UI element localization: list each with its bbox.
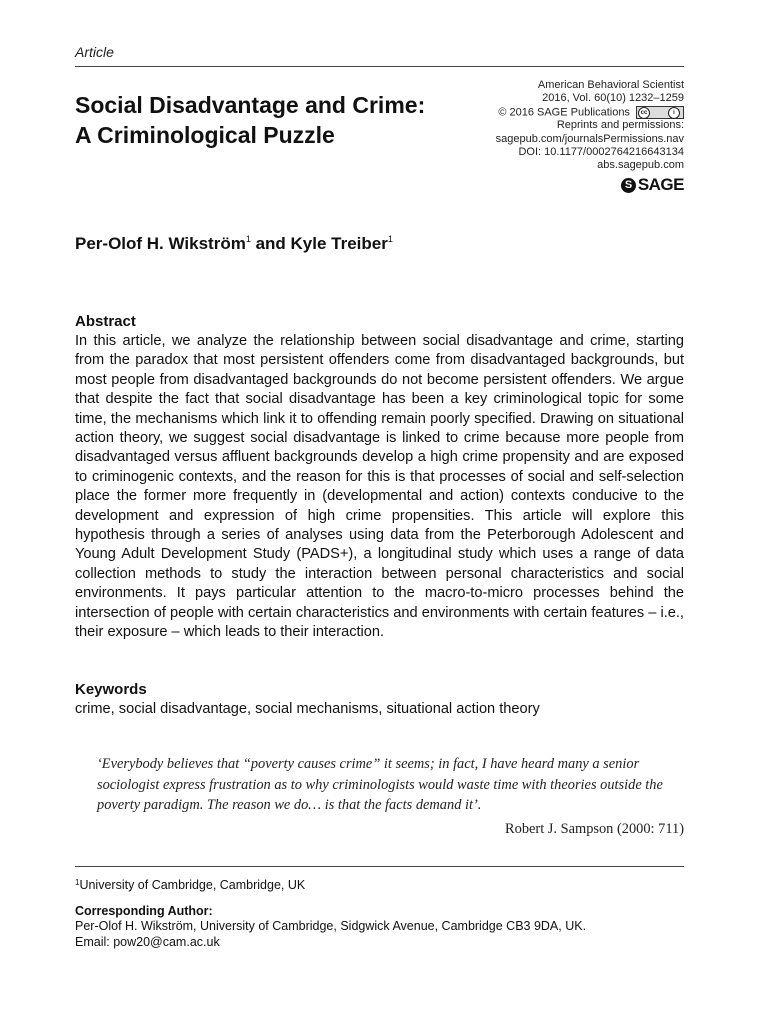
- affiliation-marker: 1: [245, 234, 251, 244]
- corresponding-author-email[interactable]: Email: pow20@cam.ac.uk: [75, 935, 220, 949]
- affiliation-text: University of Cambridge, Cambridge, UK: [79, 878, 306, 892]
- journal-site-link[interactable]: abs.sagepub.com: [597, 159, 684, 172]
- author-name: Kyle Treiber: [290, 234, 388, 253]
- affiliation-note: [75, 878, 305, 892]
- creative-commons-icon: [636, 106, 684, 119]
- reprints-text: Reprints and permissions:: [556, 119, 684, 132]
- sage-logo-text: SAGE: [637, 175, 684, 194]
- epigraph-quote: ‘Everybody believes that “poverty causes crime” it seems; in fact, I have heard many a senior sociologist express frustration as to why criminologists would waste time with theories outside the poverty paradigm. The reason we do… is that the facts demand it’.: [97, 756, 663, 813]
- sage-logo: [621, 175, 684, 195]
- copyright-line: [424, 106, 684, 120]
- keywords-heading: Keywords: [75, 681, 147, 698]
- journal-name: American Behavioral Scientist: [537, 79, 684, 91]
- abstract-body: In this article, we analyze the relationship between social disadvantage and crime, starting from the paradox that most persistent offenders come from disadvantaged backgrounds, but most people from disadvantaged backgrounds do not become persistent offenders. We argue that despite the fact that social disadvantage has been a key criminological topic for some time, the mechanisms which link it to offending remain poorly specified. Drawing on situational action theory, we suggest social disadvantage is linked to crime because more people from disadvantaged versus affluent backgrounds develop a high crime propensity and are exposed to criminogenic contexts, and the reason for this is that processes of social and self-selection place the former more frequently in (developmental and action) contexts conducive to the development and expression of high crime propensities. This article will explore this hypothesis through a series of analyses using data from the Peterborough Adolescent and Young Adult Development Study (PADS+), a longitudinal study which uses a range of data collection methods to study the interaction between personal characteristics and social environments. It pays particular attention to the macro-to-micro processes behind the intersection of people with certain characteristics and environments with certain features – i.e., their exposure – which leads to their interaction.: [75, 333, 684, 641]
- cc-symbol-icon: cc: [638, 107, 650, 119]
- author-conjunction: and: [250, 234, 291, 253]
- journal-info: [424, 79, 684, 172]
- keywords-list: crime, social disadvantage, social mechanisms, situational action theory: [75, 701, 540, 717]
- permissions-link[interactable]: sagepub.com/journalsPermissions.nav: [495, 132, 684, 145]
- affiliation-marker: 1: [387, 234, 393, 244]
- corresponding-author-address: Per-Olof H. Wikström, University of Cambridge, Sidgwick Avenue, Cambridge CB3 9DA, UK.: [75, 919, 587, 933]
- footer-divider: [75, 866, 684, 867]
- article-type-label: Article: [75, 44, 114, 60]
- copyright-text: © 2016 SAGE Publications: [498, 106, 630, 118]
- corresponding-author-heading: Corresponding Author:: [75, 904, 213, 918]
- article-title: Social Disadvantage and Crime: A Criminological Puzzle: [75, 92, 426, 148]
- epigraph-source: Robert J. Sampson (2000: 711): [505, 821, 684, 837]
- attribution-symbol-icon: i: [668, 107, 680, 119]
- author-list: [75, 234, 393, 254]
- doi-link[interactable]: DOI: 10.1177/0002764216643134: [518, 145, 684, 158]
- abstract-heading: Abstract: [75, 313, 136, 330]
- author-name: Per-Olof H. Wikström: [75, 234, 246, 253]
- journal-volume: 2016, Vol. 60(10) 1232–1259: [542, 92, 684, 105]
- header-divider: [75, 66, 684, 67]
- sage-logo-icon: S: [621, 178, 636, 193]
- affiliation-marker: 1: [75, 878, 80, 887]
